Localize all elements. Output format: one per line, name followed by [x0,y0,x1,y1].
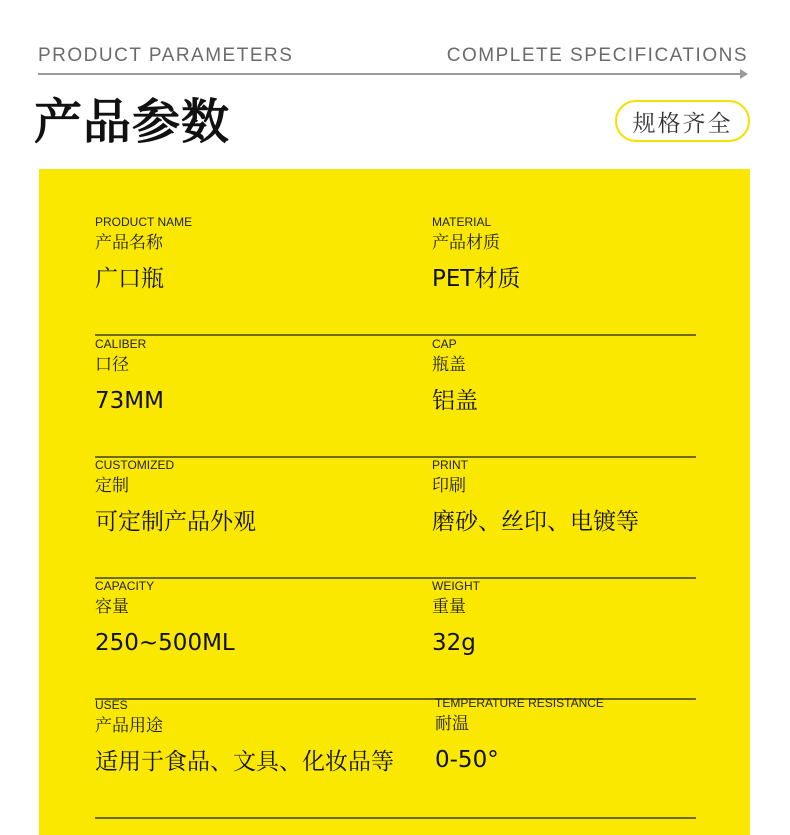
param-row-4 [95,578,696,700]
complete-specifications-label: COMPLETE SPECIFICATIONS [446,45,748,66]
param-en-label: CAPACITY [95,579,155,593]
param-cn-label: 产品名称 [95,233,163,253]
param-cn-label: 耐温 [435,714,469,734]
param-row-1 [95,214,696,336]
param-cn-label: 容量 [95,597,129,617]
param-cn-label: 产品用途 [95,716,163,736]
param-en-label: TEMPERATURE RESISTANCE [435,696,604,710]
param-value: 广口瓶 [95,266,164,292]
param-value: 磨砂、丝印、电镀等 [432,509,639,535]
param-en-label: PRODUCT NAME [95,215,193,229]
param-cn-label: 口径 [95,355,129,375]
param-en-label: CAP [432,337,457,351]
param-cn-label: 瓶盖 [432,355,466,375]
param-uses [95,697,394,777]
param-row-3 [95,457,696,579]
param-weight [432,578,480,658]
param-value: 73MM [95,388,164,414]
param-capacity [95,578,235,658]
param-value: PET材质 [432,266,521,292]
param-material [432,214,520,294]
param-caliber [95,336,164,416]
product-parameters-label: PRODUCT PARAMETERS [38,45,294,66]
param-row-5 [95,697,696,819]
param-en-label: USES [95,698,128,712]
param-en-label: WEIGHT [432,579,480,593]
parameters-panel [39,169,750,835]
param-temperature-resistance [435,695,604,775]
param-value: 可定制产品外观 [95,509,256,535]
param-en-label: PRINT [432,458,468,472]
page-title: 产品参数 [34,94,231,150]
param-value: 0-50° [435,747,499,773]
header-divider [38,73,742,75]
param-value: 250~500ML [95,630,235,656]
param-cn-label: 重量 [432,597,466,617]
param-value: 32g [432,630,476,656]
param-cap [432,336,478,416]
param-en-label: CALIBER [95,337,147,351]
param-product-name [95,214,192,294]
param-cn-label: 定制 [95,476,129,496]
param-customized [95,457,256,537]
param-en-label: MATERIAL [432,215,492,229]
row-divider [95,817,696,819]
param-print [432,457,639,537]
param-row-2 [95,336,696,458]
arrow-right-icon [740,69,748,79]
specs-badge: 规格齐全 [615,100,750,142]
param-value: 铝盖 [432,388,478,414]
param-en-label: CUSTOMIZED [95,458,175,472]
param-value: 适用于食品、文具、化妆品等 [95,749,394,775]
param-cn-label: 印刷 [432,476,466,496]
param-cn-label: 产品材质 [432,233,500,253]
